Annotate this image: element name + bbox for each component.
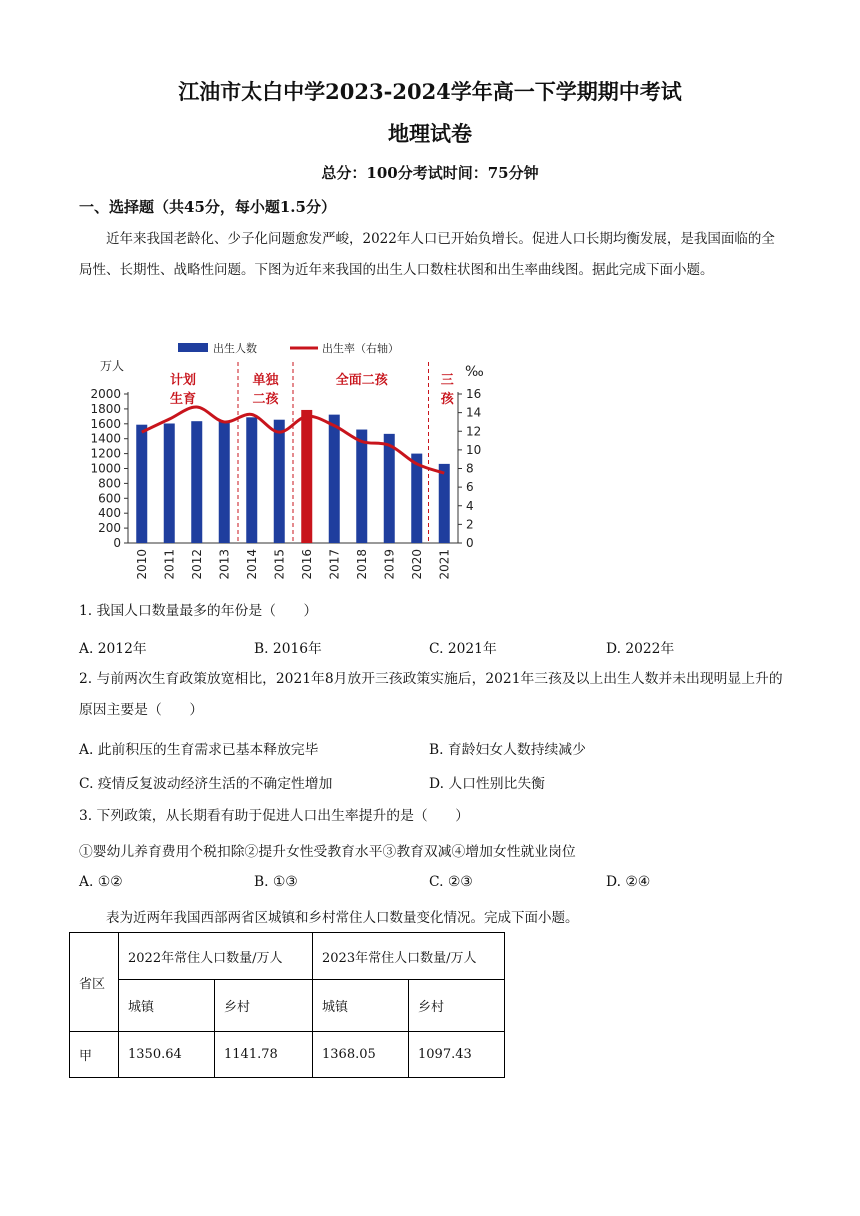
q2-option-d[interactable]: D. 人口性别比失衡 bbox=[429, 776, 545, 792]
policy-label: 生育 bbox=[169, 392, 197, 407]
policy-label: 计划 bbox=[169, 373, 197, 388]
cell-rural-2022: 1141.78 bbox=[215, 1032, 313, 1078]
header-rural-2022: 乡村 bbox=[215, 980, 313, 1032]
header-2022: 2022年常住人口数量/万人 bbox=[119, 933, 313, 980]
x-tick-label: 2016 bbox=[299, 549, 314, 580]
y-left-tick-label: 1400 bbox=[90, 431, 121, 446]
y-left-tick-label: 600 bbox=[98, 491, 121, 506]
bar-2011 bbox=[164, 424, 175, 543]
header-rural-2023: 乡村 bbox=[409, 980, 505, 1032]
bar-2014 bbox=[246, 417, 257, 543]
question-3-items: ①婴幼儿养育费用个税扣除②提升女性受教育水平③教育双减④增加女性就业岗位 bbox=[79, 844, 576, 860]
y-left-tick-label: 1800 bbox=[90, 401, 121, 416]
header-urban-2023: 城镇 bbox=[313, 980, 409, 1032]
cell-province: 甲 bbox=[70, 1032, 119, 1078]
y-right-tick-label: 14 bbox=[466, 405, 482, 420]
x-tick-label: 2012 bbox=[189, 549, 204, 580]
bar-2016 bbox=[301, 410, 312, 543]
question-2-stem: 2. 与前两次生育政策放宽相比，2021年8月放开三孩政策实施后，2021年三孩及以上出生人数并未出现明显上升的原因主要是（ ） bbox=[79, 671, 783, 718]
q3-option-a[interactable]: A. ①② bbox=[79, 874, 123, 890]
q3-option-b[interactable]: B. ①③ bbox=[254, 874, 298, 890]
q3-option-d[interactable]: D. ②④ bbox=[606, 874, 651, 890]
y-left-tick-label: 400 bbox=[98, 506, 121, 521]
exam-title: 江油市太白中学2023-2024学年高一下学期期中考试 bbox=[178, 79, 682, 104]
table-row bbox=[70, 1032, 505, 1078]
y-left-tick-label: 200 bbox=[98, 521, 121, 536]
y-right-tick-label: 12 bbox=[466, 424, 482, 439]
y-right-tick-label: 16 bbox=[466, 387, 482, 401]
y-left-tick-label: 800 bbox=[98, 476, 121, 491]
x-tick-label: 2021 bbox=[437, 549, 452, 580]
bar-2021 bbox=[439, 464, 450, 543]
x-tick-label: 2010 bbox=[134, 549, 149, 580]
q1-option-b[interactable]: B. 2016年 bbox=[254, 641, 322, 657]
q1-option-a[interactable]: A. 2012年 bbox=[79, 641, 147, 657]
y-right-tick-label: 2 bbox=[466, 517, 474, 532]
question-3-stem: 3. 下列政策，从长期看有助于促进人口出生率提升的是（ ） bbox=[79, 808, 470, 824]
header-2023: 2023年常住人口数量/万人 bbox=[313, 933, 505, 980]
section-heading: 一、选择题（共45分，每小题1.5分） bbox=[79, 198, 336, 216]
bar-2017 bbox=[329, 415, 340, 543]
y-left-axis-label: 万人 bbox=[100, 359, 125, 373]
intro-paragraph: 近年来我国老龄化、少子化问题愈发严峻，2022年人口已开始负增长。促进人口长期均衡发展，是我国面临的全局性、长期性、战略性问题。下图为近年来我国的出生人口数柱状图和出生率曲线图。据此完成下面小题。 bbox=[79, 231, 775, 278]
x-tick-label: 2018 bbox=[354, 549, 369, 580]
y-left-tick-label: 1000 bbox=[90, 461, 121, 476]
header-province: 省区 bbox=[70, 933, 119, 1032]
x-tick-label: 2017 bbox=[327, 549, 342, 580]
table-intro: 表为近两年我国西部两省区城镇和乡村常住人口数量变化情况。完成下面小题。 bbox=[106, 910, 579, 926]
bar-2019 bbox=[384, 434, 395, 543]
exam-meta: 总分：100分考试时间：75分钟 bbox=[321, 164, 539, 182]
population-table bbox=[69, 932, 505, 1078]
chart-legend bbox=[178, 341, 399, 355]
legend-bar-swatch bbox=[178, 343, 208, 352]
legend-label-births: 出生人数 bbox=[213, 342, 257, 355]
cell-rural-2023: 1097.43 bbox=[409, 1032, 505, 1078]
policy-label: 孩 bbox=[440, 392, 454, 407]
policy-label: 全面二孩 bbox=[335, 373, 388, 388]
legend-label-rate: 出生率（右轴） bbox=[322, 342, 399, 355]
y-right-tick-label: 4 bbox=[466, 498, 474, 513]
q1-option-c[interactable]: C. 2021年 bbox=[429, 641, 497, 657]
y-left-tick-label: 1600 bbox=[90, 416, 121, 431]
x-tick-label: 2020 bbox=[409, 549, 424, 580]
y-right-tick-label: 0 bbox=[466, 536, 474, 550]
q2-option-b[interactable]: B. 育龄妇女人数持续减少 bbox=[429, 742, 586, 758]
subject-title: 地理试卷 bbox=[388, 121, 472, 146]
x-tick-label: 2015 bbox=[272, 549, 287, 580]
cell-urban-2022: 1350.64 bbox=[119, 1032, 215, 1078]
q2-option-a[interactable]: A. 此前积压的生育需求已基本释放完毕 bbox=[79, 742, 319, 758]
y-right-tick-label: 8 bbox=[466, 461, 474, 476]
y-left-tick-label: 2000 bbox=[90, 387, 121, 401]
bar-2018 bbox=[356, 430, 367, 543]
policy-label: 二孩 bbox=[252, 392, 279, 407]
bar-2010 bbox=[136, 425, 147, 543]
y-right-tick-label: 6 bbox=[466, 480, 474, 495]
x-tick-label: 2011 bbox=[162, 549, 177, 580]
x-tick-label: 2014 bbox=[244, 549, 259, 580]
birth-chart bbox=[80, 330, 500, 590]
policy-label: 单独 bbox=[252, 373, 279, 388]
y-right-axis-label: ‰ bbox=[465, 364, 484, 380]
bar-2012 bbox=[191, 421, 202, 543]
q2-option-c[interactable]: C. 疫情反复波动经济生活的不确定性增加 bbox=[79, 776, 333, 792]
q3-option-c[interactable]: C. ②③ bbox=[429, 874, 473, 890]
x-tick-label: 2019 bbox=[382, 549, 397, 580]
y-left-tick-label: 1200 bbox=[90, 446, 121, 461]
question-1-stem: 1. 我国人口数量最多的年份是（ ） bbox=[79, 603, 318, 619]
y-left-tick-label: 0 bbox=[113, 536, 121, 550]
q1-option-d[interactable]: D. 2022年 bbox=[606, 641, 675, 657]
bar-2013 bbox=[219, 421, 230, 543]
header-urban-2022: 城镇 bbox=[119, 980, 215, 1032]
policy-label: 三 bbox=[440, 373, 454, 388]
y-right-tick-label: 10 bbox=[466, 442, 482, 457]
bar-2015 bbox=[274, 420, 285, 543]
cell-urban-2023: 1368.05 bbox=[313, 1032, 409, 1078]
x-tick-label: 2013 bbox=[217, 549, 232, 580]
